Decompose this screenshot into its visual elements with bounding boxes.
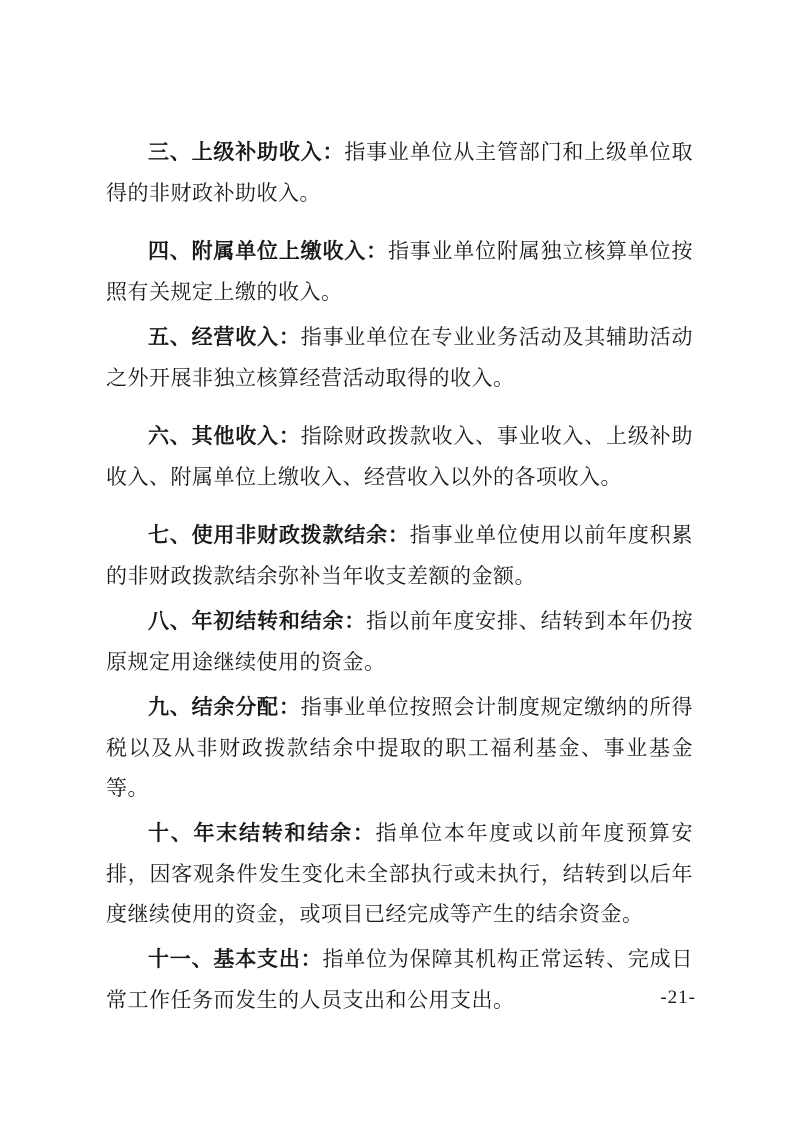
term-definition-text: 指事业单位附属独立核算单位按照有关规定上缴的收入。 <box>106 239 693 304</box>
definition-paragraph <box>106 515 693 596</box>
definition-paragraph <box>106 416 693 497</box>
term-definition-text: 指单位为保障其机构正常运转、完成日常工作任务而发生的人员支出和公用支出。 <box>106 947 693 1012</box>
term-definition-text: 指除财政拨款收入、事业收入、上级补助收入、附属单位上缴收入、经营收入以外的各项收入。 <box>106 424 693 489</box>
term-definition-text: 指事业单位使用以前年度积累的非财政拨款结余弥补当年收支差额的金额。 <box>106 523 693 588</box>
definition-paragraph <box>106 601 693 682</box>
term-label: 三、上级补助收入： <box>148 141 345 164</box>
term-definition-text: 指事业单位从主管部门和上级单位取得的非财政补助收入。 <box>106 140 693 205</box>
term-label: 十一、基本支出： <box>148 948 323 971</box>
term-label: 五、经营收入： <box>148 326 301 349</box>
term-label: 九、结余分配： <box>148 696 301 719</box>
definition-paragraph <box>106 813 693 934</box>
page-number: -21- <box>660 987 696 1008</box>
term-label: 四、附属单位上缴收入： <box>148 240 388 263</box>
term-definition-text: 指事业单位在专业业务活动及其辅助活动之外开展非独立核算经营活动取得的收入。 <box>106 325 693 390</box>
definition-paragraph <box>106 231 693 312</box>
term-label: 十、年末结转和结余： <box>148 822 376 845</box>
definition-paragraph <box>106 132 693 213</box>
term-label: 七、使用非财政拨款结余： <box>148 524 410 547</box>
definition-paragraph <box>106 939 693 1020</box>
definition-paragraph <box>106 317 693 398</box>
term-label: 八、年初结转和结余： <box>148 610 367 633</box>
term-definition-text: 指单位本年度或以前年度预算安排，因客观条件发生变化未全部执行或未执行，结转到以后年度继续使用的资金，或项目已经完成等产生的结余资金。 <box>106 821 693 926</box>
term-definition-text: 指以前年度安排、结转到本年仍按原规定用途继续使用的资金。 <box>106 609 693 674</box>
term-label: 六、其他收入： <box>148 425 301 448</box>
term-definition-text: 指事业单位按照会计制度规定缴纳的所得税以及从非财政拨款结余中提取的职工福利基金、事业基金等。 <box>106 695 693 800</box>
definition-paragraph <box>106 687 693 808</box>
document-body <box>106 132 693 1020</box>
